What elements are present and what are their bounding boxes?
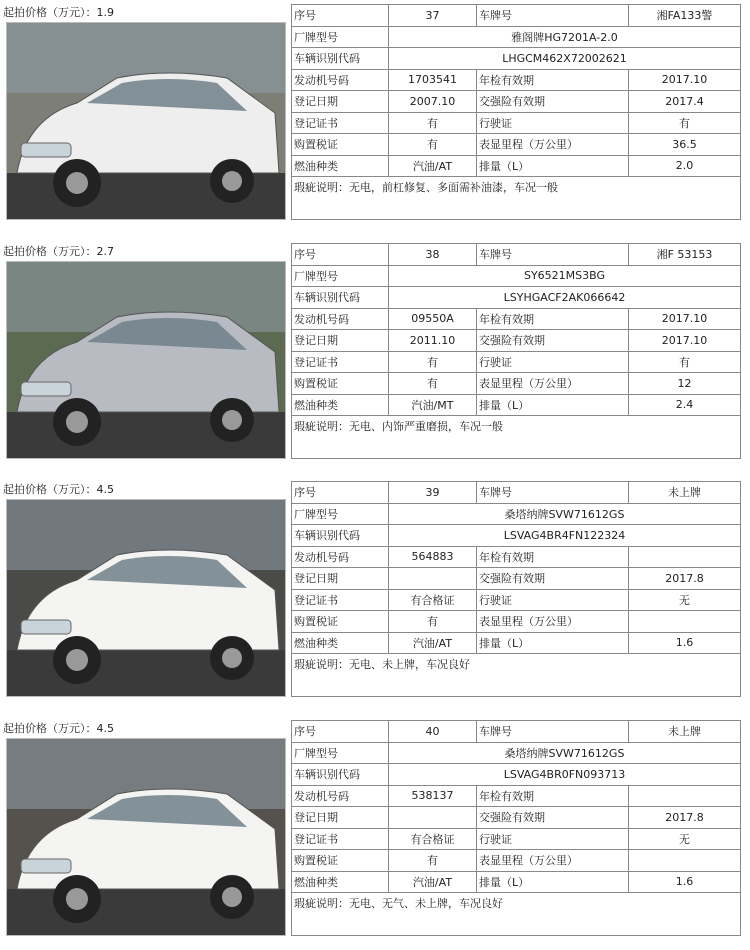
fuel-label: 燃油种类	[292, 871, 389, 893]
fuel-value: 汽油/AT	[389, 155, 477, 177]
table-row	[292, 546, 741, 568]
table-row	[292, 807, 741, 829]
defect-remark: 瑕疵说明：无电，前杠修复、多面需补油漆，车况一般	[292, 177, 741, 220]
table-row	[292, 91, 741, 113]
seq-value: 40	[389, 721, 477, 743]
table-row	[292, 482, 741, 504]
table-row	[292, 589, 741, 611]
table-row	[292, 265, 741, 287]
table-row	[292, 764, 741, 786]
fuel-label: 燃油种类	[292, 155, 389, 177]
engine-label: 发动机号码	[292, 546, 389, 568]
tax-label: 购置税证	[292, 611, 389, 633]
reg_cert-label: 登记证书	[292, 828, 389, 850]
tax-value: 有	[389, 134, 477, 156]
plate-label: 车牌号	[477, 5, 629, 27]
license-value: 无	[629, 828, 741, 850]
table-row	[292, 742, 741, 764]
defect-remark: 瑕疵说明：无电、内饰严重磨损，车况一般	[292, 416, 741, 459]
plate-label: 车牌号	[477, 244, 629, 266]
vin-label: 车辆识别代码	[292, 48, 389, 70]
mileage-label: 表显里程（万公里）	[477, 134, 629, 156]
insurance-value: 2017.4	[629, 91, 741, 113]
model-value: 雅阁牌HG7201A-2.0	[389, 26, 741, 48]
table-row	[292, 893, 741, 936]
table-row	[292, 308, 741, 330]
fuel-value: 汽油/AT	[389, 871, 477, 893]
tax-label: 购置税证	[292, 134, 389, 156]
seq-label: 序号	[292, 244, 389, 266]
model-label: 厂牌型号	[292, 26, 389, 48]
mileage-label: 表显里程（万公里）	[477, 373, 629, 395]
plate-label: 车牌号	[477, 482, 629, 504]
inspect-value: 2017.10	[629, 69, 741, 91]
vehicle-info-table	[291, 243, 741, 459]
vehicle-block	[0, 720, 750, 950]
engine-value: 1703541	[389, 69, 477, 91]
car-photo	[6, 261, 286, 459]
inspect-label: 年检有效期	[477, 546, 629, 568]
table-row	[292, 721, 741, 743]
table-row	[292, 828, 741, 850]
reg_date-label: 登记日期	[292, 91, 389, 113]
license-value: 有	[629, 112, 741, 134]
insurance-label: 交强险有效期	[477, 807, 629, 829]
plate-label: 车牌号	[477, 721, 629, 743]
table-row	[292, 112, 741, 134]
inspect-label: 年检有效期	[477, 785, 629, 807]
engine-label: 发动机号码	[292, 785, 389, 807]
table-row	[292, 394, 741, 416]
table-row	[292, 416, 741, 459]
engine-value: 564883	[389, 546, 477, 568]
vin-value: LSVAG4BR4FN122324	[389, 525, 741, 547]
displacement-value: 1.6	[629, 632, 741, 654]
car-photo	[6, 738, 286, 936]
vin-label: 车辆识别代码	[292, 764, 389, 786]
table-row	[292, 525, 741, 547]
engine-value: 09550A	[389, 308, 477, 330]
vin-label: 车辆识别代码	[292, 287, 389, 309]
table-row	[292, 568, 741, 590]
displacement-label: 排量（L）	[477, 155, 629, 177]
model-label: 厂牌型号	[292, 503, 389, 525]
model-value: SY6521MS3BG	[389, 265, 741, 287]
vehicle-block	[0, 243, 750, 473]
mileage-label: 表显里程（万公里）	[477, 850, 629, 872]
table-row	[292, 244, 741, 266]
table-row	[292, 611, 741, 633]
vin-value: LSYHGACF2AK066642	[389, 287, 741, 309]
car-photo-graphic	[7, 739, 285, 935]
model-value: 桑塔纳牌SVW71612GS	[389, 742, 741, 764]
vehicle-info-table	[291, 720, 741, 936]
plate-value: 湘FA133警	[629, 5, 741, 27]
reg_date-value	[389, 568, 477, 590]
insurance-value: 2017.8	[629, 807, 741, 829]
inspect-label: 年检有效期	[477, 69, 629, 91]
vehicle-info-table	[291, 4, 741, 220]
reg_date-value: 2011.10	[389, 330, 477, 352]
reg_cert-value: 有	[389, 112, 477, 134]
seq-value: 38	[389, 244, 477, 266]
engine-label: 发动机号码	[292, 308, 389, 330]
model-label: 厂牌型号	[292, 742, 389, 764]
displacement-value: 1.6	[629, 871, 741, 893]
reg_cert-label: 登记证书	[292, 589, 389, 611]
table-row	[292, 632, 741, 654]
vehicle-block	[0, 481, 750, 711]
fuel-value: 汽油/AT	[389, 632, 477, 654]
displacement-label: 排量（L）	[477, 871, 629, 893]
car-photo-graphic	[7, 262, 285, 458]
seq-label: 序号	[292, 721, 389, 743]
reg_cert-value: 有合格证	[389, 828, 477, 850]
mileage-value: 36.5	[629, 134, 741, 156]
table-row	[292, 69, 741, 91]
insurance-value: 2017.8	[629, 568, 741, 590]
fuel-value: 汽油/MT	[389, 394, 477, 416]
car-photo	[6, 22, 286, 220]
license-value: 无	[629, 589, 741, 611]
table-row	[292, 871, 741, 893]
table-row	[292, 5, 741, 27]
table-row	[292, 785, 741, 807]
vehicle-info-table	[291, 481, 741, 697]
reg_date-label: 登记日期	[292, 330, 389, 352]
starting-price: 起拍价格（万元）：2.7	[3, 245, 114, 258]
table-row	[292, 503, 741, 525]
fuel-label: 燃油种类	[292, 632, 389, 654]
model-label: 厂牌型号	[292, 265, 389, 287]
fuel-label: 燃油种类	[292, 394, 389, 416]
displacement-label: 排量（L）	[477, 632, 629, 654]
tax-label: 购置税证	[292, 373, 389, 395]
license-value: 有	[629, 351, 741, 373]
displacement-value: 2.0	[629, 155, 741, 177]
tax-value: 有	[389, 850, 477, 872]
starting-price: 起拍价格（万元）：4.5	[3, 722, 114, 735]
reg_cert-value: 有	[389, 351, 477, 373]
table-row	[292, 48, 741, 70]
reg_date-label: 登记日期	[292, 568, 389, 590]
table-row	[292, 26, 741, 48]
table-row	[292, 287, 741, 309]
reg_cert-value: 有合格证	[389, 589, 477, 611]
mileage-value: 12	[629, 373, 741, 395]
inspect-value: 2017.10	[629, 308, 741, 330]
table-row	[292, 134, 741, 156]
license-label: 行驶证	[477, 589, 629, 611]
displacement-label: 排量（L）	[477, 394, 629, 416]
table-row	[292, 177, 741, 220]
table-row	[292, 155, 741, 177]
seq-value: 39	[389, 482, 477, 504]
plate-value: 未上牌	[629, 482, 741, 504]
inspect-value	[629, 785, 741, 807]
insurance-label: 交强险有效期	[477, 91, 629, 113]
tax-value: 有	[389, 611, 477, 633]
defect-remark: 瑕疵说明：无电、未上牌，车况良好	[292, 654, 741, 697]
license-label: 行驶证	[477, 112, 629, 134]
reg_date-value: 2007.10	[389, 91, 477, 113]
seq-label: 序号	[292, 482, 389, 504]
car-photo-graphic	[7, 500, 285, 696]
mileage-label: 表显里程（万公里）	[477, 611, 629, 633]
license-label: 行驶证	[477, 828, 629, 850]
table-row	[292, 373, 741, 395]
mileage-value	[629, 850, 741, 872]
table-row	[292, 351, 741, 373]
inspect-label: 年检有效期	[477, 308, 629, 330]
reg_cert-label: 登记证书	[292, 351, 389, 373]
tax-value: 有	[389, 373, 477, 395]
insurance-value: 2017.10	[629, 330, 741, 352]
table-row	[292, 654, 741, 697]
seq-value: 37	[389, 5, 477, 27]
reg_date-value	[389, 807, 477, 829]
insurance-label: 交强险有效期	[477, 568, 629, 590]
plate-value: 湘F 53153	[629, 244, 741, 266]
insurance-label: 交强险有效期	[477, 330, 629, 352]
displacement-value: 2.4	[629, 394, 741, 416]
vin-value: LHGCM462X72002621	[389, 48, 741, 70]
inspect-value	[629, 546, 741, 568]
table-row	[292, 850, 741, 872]
reg_date-label: 登记日期	[292, 807, 389, 829]
mileage-value	[629, 611, 741, 633]
tax-label: 购置税证	[292, 850, 389, 872]
reg_cert-label: 登记证书	[292, 112, 389, 134]
table-row	[292, 330, 741, 352]
starting-price: 起拍价格（万元）：1.9	[3, 6, 114, 19]
vin-value: LSVAG4BR0FN093713	[389, 764, 741, 786]
car-photo-graphic	[7, 23, 285, 219]
vin-label: 车辆识别代码	[292, 525, 389, 547]
defect-remark: 瑕疵说明：无电、无气、未上牌，车况良好	[292, 893, 741, 936]
starting-price: 起拍价格（万元）：4.5	[3, 483, 114, 496]
engine-value: 538137	[389, 785, 477, 807]
plate-value: 未上牌	[629, 721, 741, 743]
seq-label: 序号	[292, 5, 389, 27]
license-label: 行驶证	[477, 351, 629, 373]
vehicle-block	[0, 4, 750, 234]
car-photo	[6, 499, 286, 697]
model-value: 桑塔纳牌SVW71612GS	[389, 503, 741, 525]
engine-label: 发动机号码	[292, 69, 389, 91]
